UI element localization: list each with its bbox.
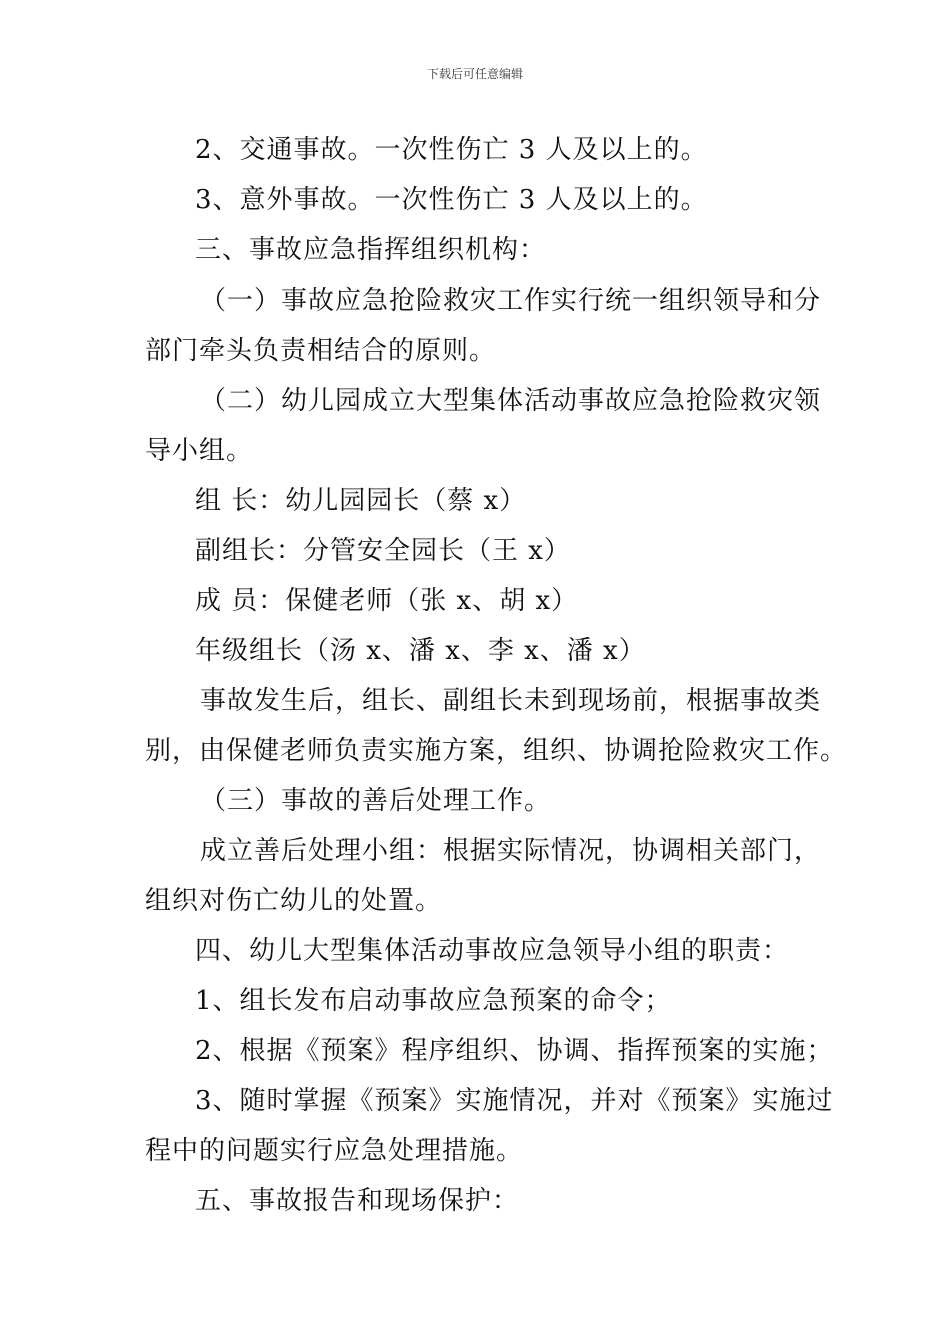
paragraph-line: 年级组长（汤 x、潘 x、李 x、潘 x） [195,636,646,666]
paragraph-line: 3、随时掌握《预案》实施情况，并对《预案》实施过 [195,1086,834,1116]
section-heading: 三、事故应急指挥组织机构： [195,235,547,265]
paragraph-line: 组 长：幼儿园园长（蔡 x） [195,486,527,516]
paragraph-line: 别，由保健老师负责实施方案，组织、协调抢险救灾工作。 [145,736,848,766]
paragraph-line: 副组长：分管安全园长（王 x） [195,536,571,566]
paragraph-line: （三）事故的善后处理工作。 [200,786,552,816]
paragraph-line: （一）事故应急抢险救灾工作实行统一组织领导和分 [200,286,822,316]
paragraph-line: 成立善后处理小组：根据实际情况，协调相关部门， [200,836,822,866]
paragraph-line: 导小组。 [145,436,254,466]
paragraph-line: 程中的问题实行应急处理措施。 [145,1136,524,1166]
section-heading: 五、事故报告和现场保护： [195,1186,520,1216]
paragraph-line: 事故发生后，组长、副组长未到现场前，根据事故类 [200,686,822,716]
paragraph-line: 2、交通事故。一次性伤亡 3 人及以上的。 [195,135,708,165]
page-header: 下载后可任意编辑 [426,67,523,81]
paragraph-line: 组织对伤亡幼儿的处置。 [145,886,443,916]
paragraph-line: 部门牵头负责相结合的原则。 [145,336,497,366]
paragraph-line: 成 员：保健老师（张 x、胡 x） [195,586,579,616]
paragraph-line: （二）幼儿园成立大型集体活动事故应急抢险救灾领 [200,386,822,416]
paragraph-line: 3、意外事故。一次性伤亡 3 人及以上的。 [195,185,708,215]
paragraph-line: 1、组长发布启动事故应急预案的命令； [195,986,672,1016]
section-heading: 四、幼儿大型集体活动事故应急领导小组的职责： [195,936,790,966]
paragraph-line: 2、根据《预案》程序组织、协调、指挥预案的实施； [195,1036,834,1066]
